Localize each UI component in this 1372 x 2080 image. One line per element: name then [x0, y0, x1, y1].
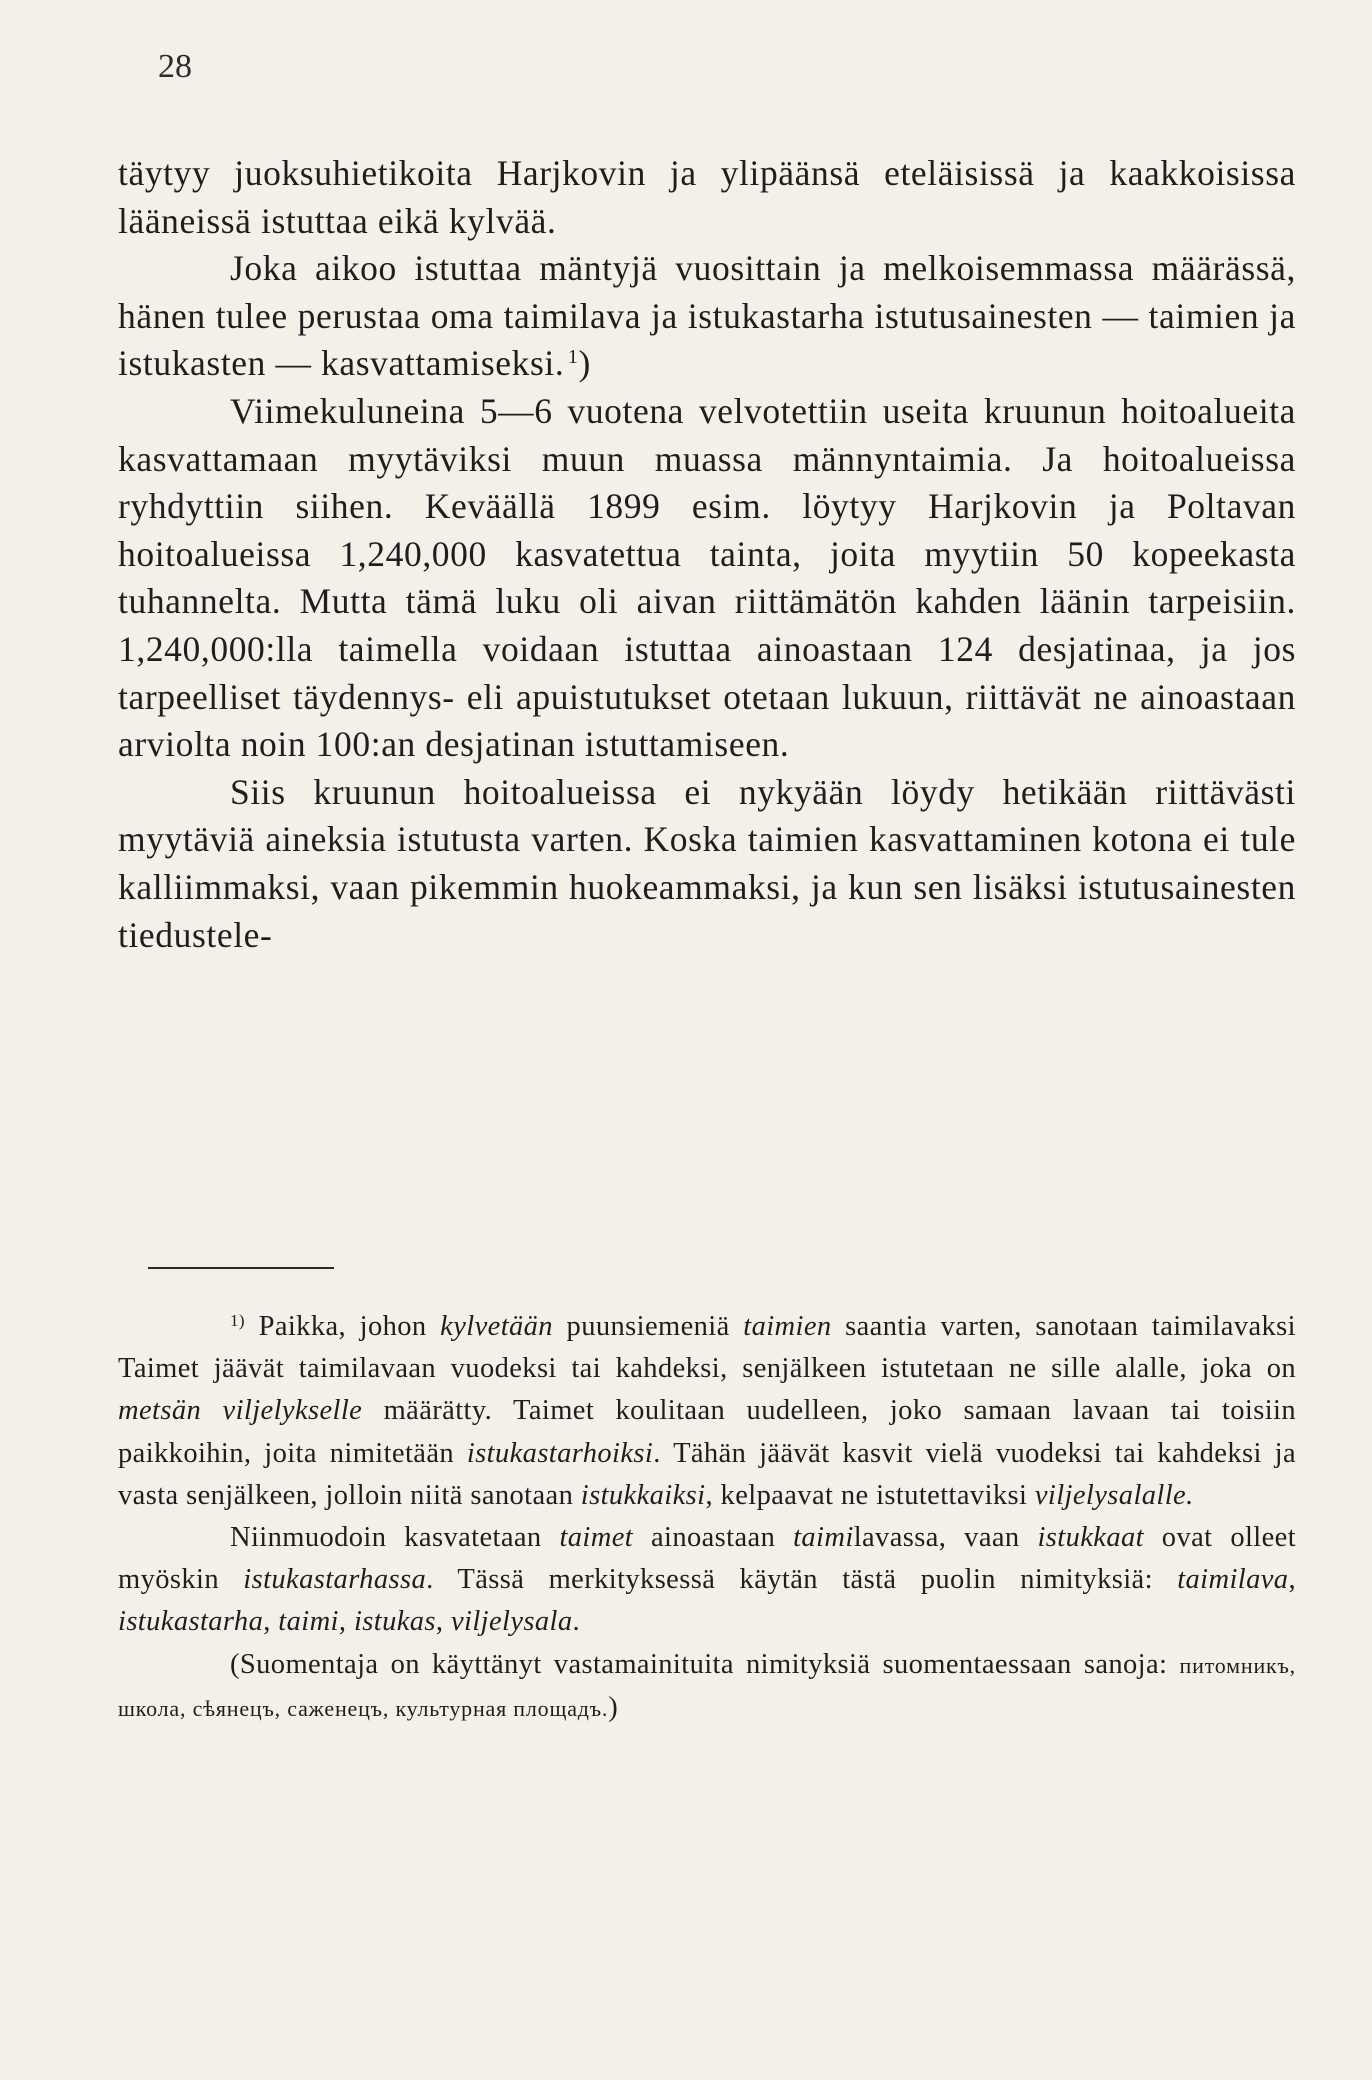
paragraph: [118, 245, 1296, 388]
page-number: 28: [158, 48, 192, 85]
footnote-mark: 1): [230, 1311, 245, 1330]
paragraph: Viimekuluneina 5—6 vuotena velvotettiin useita kruunun hoitoalueita kasvattamaan myytäviksi muun muassa männyntaimia. Ja hoitoalueissa ryhdyttiin siihen. Keväällä 1899 esim. löytyy Harjkovin ja Poltavan hoitoalueissa 1,240,000 kasvatettua tainta, joita myytiin 50 kopeekasta tuhannelta. Mutta tämä luku oli aivan riittämätön kahden läänin tarpeisiin. 1,240,000:lla taimella voidaan istuttaa ainoastaan 124 desjatinaa, ja jos tarpeelliset täydennys- eli apuistutukset otetaan lukuun, riittävät ne ainoastaan arviolta noin 100:an desjatinan istuttamiseen.: [118, 390, 1296, 765]
footnote-reference-paren: ): [578, 343, 591, 384]
footnote: $^{1)}$ Paikka, johon kylvetään puunsiemeniä taimien saantia varten, sanotaan taimilavaksi Taimet jäävät taimilavaan vuodeksi tai kahdeksi, senjälkeen istutetaan ne sille alalle, joka on metsän viljelykselle määrätty. Taimet koulitaan uudelleen, joko samaan lavaan tai toisiin paikkoihin, joita nimitetään istukastarhoiksi. Tähän jäävät kasvit vielä vuodeksi tai kahdeksi ja vasta senjälkeen, jolloin niitä sanotaan istukkaiksi, kelpaavat ne istutettaviksi viljelysalalle.: [118, 1311, 1296, 1511]
footnote-divider: [148, 1267, 334, 1269]
paragraph: Siis kruunun hoitoalueissa ei nykyään löydy hetikään riittävästi myytäviä aineksia istutusta varten. Koska taimien kasvattaminen kotona ei tule kalliimmaksi, vaan pikemmin huokeammaksi, ja kun sen lisäksi istutusainesten tiedustele-: [118, 771, 1296, 955]
footnotes: [118, 1306, 1296, 1730]
translator-note: (Suomentaja on käyttänyt vastamainituita nimityksiä suomentaessaan sanoja: питомникъ, школа, сѣянецъ, саженецъ, культурная площадъ.): [118, 1648, 1296, 1723]
footnote-reference: [568, 346, 579, 368]
paragraph-continuation: täytyy juoksuhietikoita Harjkovin ja ylipäänsä eteläisissä ja kaakkoisissa lääneissä istuttaa eikä kylvää.: [118, 153, 1296, 241]
footnote-reference-number: 1: [567, 346, 579, 369]
russian-terms: питомникъ, школа, сѣянецъ, саженецъ, культурная площадъ.: [118, 1652, 1296, 1721]
body-text: [118, 150, 1296, 959]
footnote-paragraph: Niinmuodoin kasvatetaan taimet ainoastaan taimilavassa, vaan istukkaat ovat olleet myöskin istukastarhassa. Tässä merkityksessä käytän tästä puolin nimityksiä: taimilava, istukastarha, taimi, istukas, viljelysala.: [118, 1522, 1297, 1638]
paragraph-text: Joka aikoo istuttaa mäntyjä vuosittain ja melkoisemmassa määrässä, hänen tulee perustaa oma taimilava ja istukastarha istutusainesten — taimien ja istukasten — kasvattamiseksi.: [118, 248, 1296, 384]
